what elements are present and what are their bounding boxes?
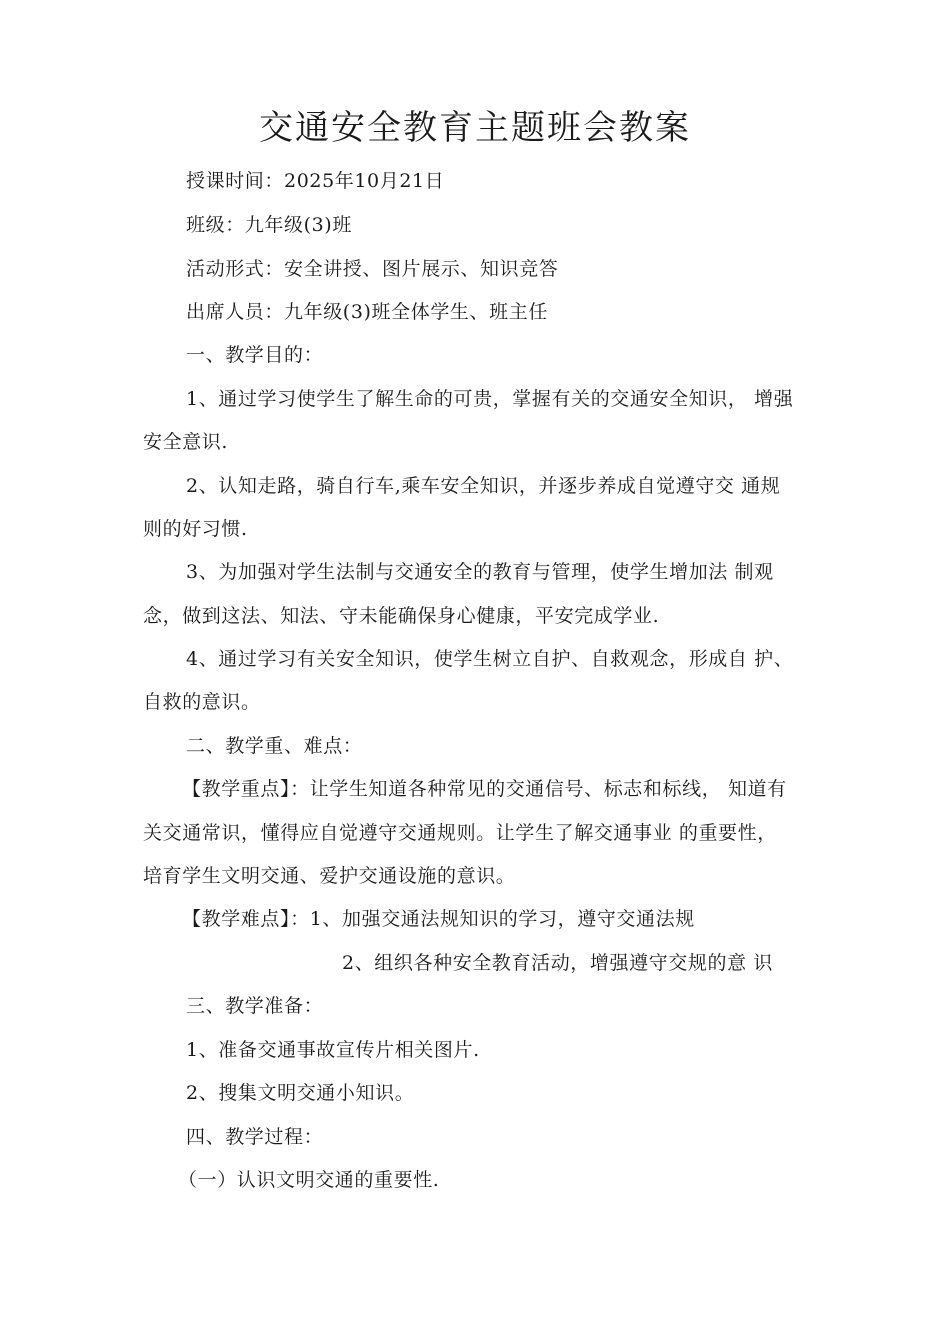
- purpose-item-2-line-1: 2、认知走路，骑自行车,乘车安全知识，并逐步养成自觉遵守交 通规: [186, 475, 781, 497]
- meta-form: 活动形式：安全讲授、图片展示、知识竞答: [186, 258, 559, 280]
- section-heading-keypoints: 二、教学重、难点：: [186, 735, 363, 757]
- purpose-item-3-line-2: 念，做到这法、知法、守未能确保身心健康，平安完成学业.: [143, 605, 660, 627]
- meta-time: 授课时间：2025年10月21日: [186, 170, 445, 192]
- purpose-item-3-line-1: 3、为加强对学生法制与交通安全的教育与管理，使学生增加法 制观: [186, 561, 774, 583]
- purpose-item-1-line-1: 1、通过学习使学生了解生命的可贵，掌握有关的交通安全知识， 增强: [186, 388, 794, 410]
- purpose-item-4-line-1: 4、通过学习有关安全知识，使学生树立自护、自救观念，形成自 护、: [186, 648, 794, 670]
- section-heading-purpose: 一、教学目的：: [186, 344, 324, 366]
- meta-class: 班级：九年级(3)班: [186, 214, 352, 236]
- preparation-item-1: 1、准备交通事故宣传片相关图片.: [186, 1039, 480, 1061]
- key-point-line-1: 【教学重点】：让学生知道各种常见的交通信号、标志和标线， 知道有: [182, 778, 787, 800]
- section-heading-preparation: 三、教学准备：: [186, 995, 324, 1017]
- key-point-line-2: 关交通常识，懂得应自觉遵守交通规则。让学生了解交通事业 的重要性，: [143, 822, 777, 844]
- purpose-item-4-line-2: 自救的意识。: [143, 691, 261, 713]
- key-point-line-3: 培育学生文明交通、爱护交通设施的意识。: [143, 865, 516, 887]
- meta-attendees: 出席人员：九年级(3)班全体学生、班主任: [186, 301, 548, 323]
- section-heading-process: 四、教学过程：: [186, 1126, 324, 1148]
- preparation-item-2: 2、搜集文明交通小知识。: [186, 1082, 415, 1104]
- difficult-point-line-1: 【教学难点】：1、加强交通法规知识的学习，遵守交通法规: [182, 908, 695, 930]
- purpose-item-1-line-2: 安全意识.: [143, 431, 229, 453]
- process-subheading-1: （一）认识文明交通的重要性.: [178, 1169, 440, 1191]
- difficult-point-line-2: 2、组织各种安全教育活动，增强遵守交规的意 识: [342, 952, 773, 974]
- purpose-item-2-line-2: 则的好习惯.: [143, 518, 248, 540]
- document-title: 交通安全教育主题班会教案: [259, 108, 691, 148]
